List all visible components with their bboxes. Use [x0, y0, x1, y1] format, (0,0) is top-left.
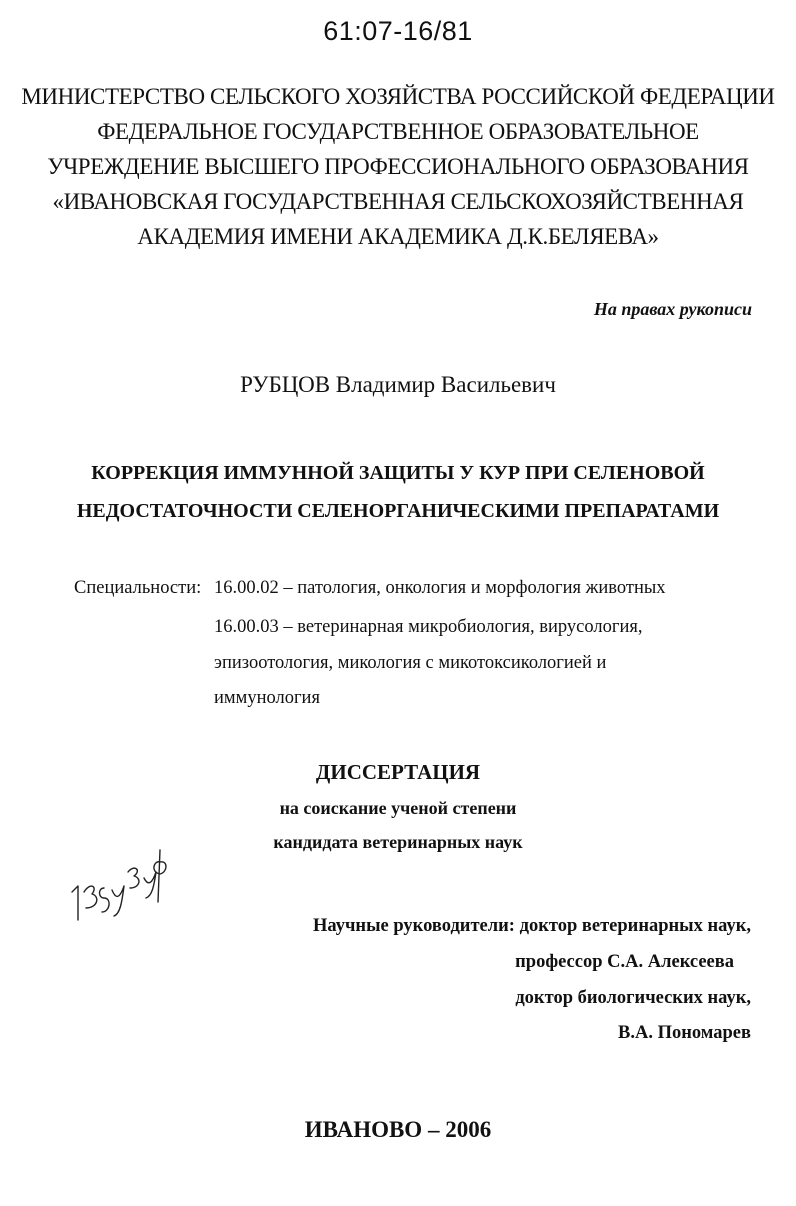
dissertation-heading: ДИССЕРТАЦИЯ [315, 760, 481, 784]
organization-line: УЧРЕЖДЕНИЕ ВЫСШЕГО ПРОФЕССИОНАЛЬНОГО ОБРАЗОВАНИЯ [47, 154, 749, 179]
specialty-item: эпизоотология, микология с микотоксикологией и [214, 653, 607, 673]
specialty-item: иммунология [214, 688, 320, 708]
organization-line: ФЕДЕРАЛЬНОЕ ГОСУДАРСТВЕННОЕ ОБРАЗОВАТЕЛЬНОЕ [97, 119, 699, 144]
organization-line: «ИВАНОВСКАЯ ГОСУДАРСТВЕННАЯ СЕЛЬСКОХОЗЯЙСТВЕННАЯ [52, 189, 744, 214]
organization-line: АКАДЕМИЯ ИМЕНИ АКАДЕМИКА Д.К.БЕЛЯЕВА» [137, 224, 659, 249]
specialties-label: Специальности: [74, 578, 202, 598]
thesis-title-line: НЕДОСТАТОЧНОСТИ СЕЛЕНОРГАНИЧЕСКИМИ ПРЕПАРАТАМИ [76, 500, 720, 522]
author-name: РУБЦОВ Владимир Васильевич [240, 372, 556, 397]
thesis-title-line: КОРРЕКЦИЯ ИММУННОЙ ЗАЩИТЫ У КУР ПРИ СЕЛЕНОВОЙ [91, 462, 705, 484]
organization-line: МИНИСТЕРСТВО СЕЛЬСКОГО ХОЗЯЙСТВА РОССИЙСКОЙ ФЕДЕРАЦИИ [21, 84, 775, 109]
supervisor-line: В.А. Пономарев [618, 1023, 751, 1043]
specialty-item: 16.00.03 – ветеринарная микробиология, вирусология, [214, 617, 643, 637]
handwritten-note [64, 842, 176, 922]
supervisor-line: профессор С.А. Алексеева [515, 952, 734, 972]
supervisor-line: доктор биологических наук, [515, 988, 751, 1008]
city-year: ИВАНОВО – 2006 [304, 1117, 492, 1142]
manuscript-note: На правах рукописи [593, 299, 752, 319]
archive-code: 61:07-16/81 [323, 16, 473, 46]
supervisor-line: Научные руководители: доктор ветеринарных наук, [313, 916, 751, 936]
degree-line: кандидата ветеринарных наук [273, 832, 523, 852]
degree-line: на соискание ученой степени [279, 798, 517, 818]
specialty-item: 16.00.02 – патология, онкология и морфология животных [214, 578, 666, 598]
